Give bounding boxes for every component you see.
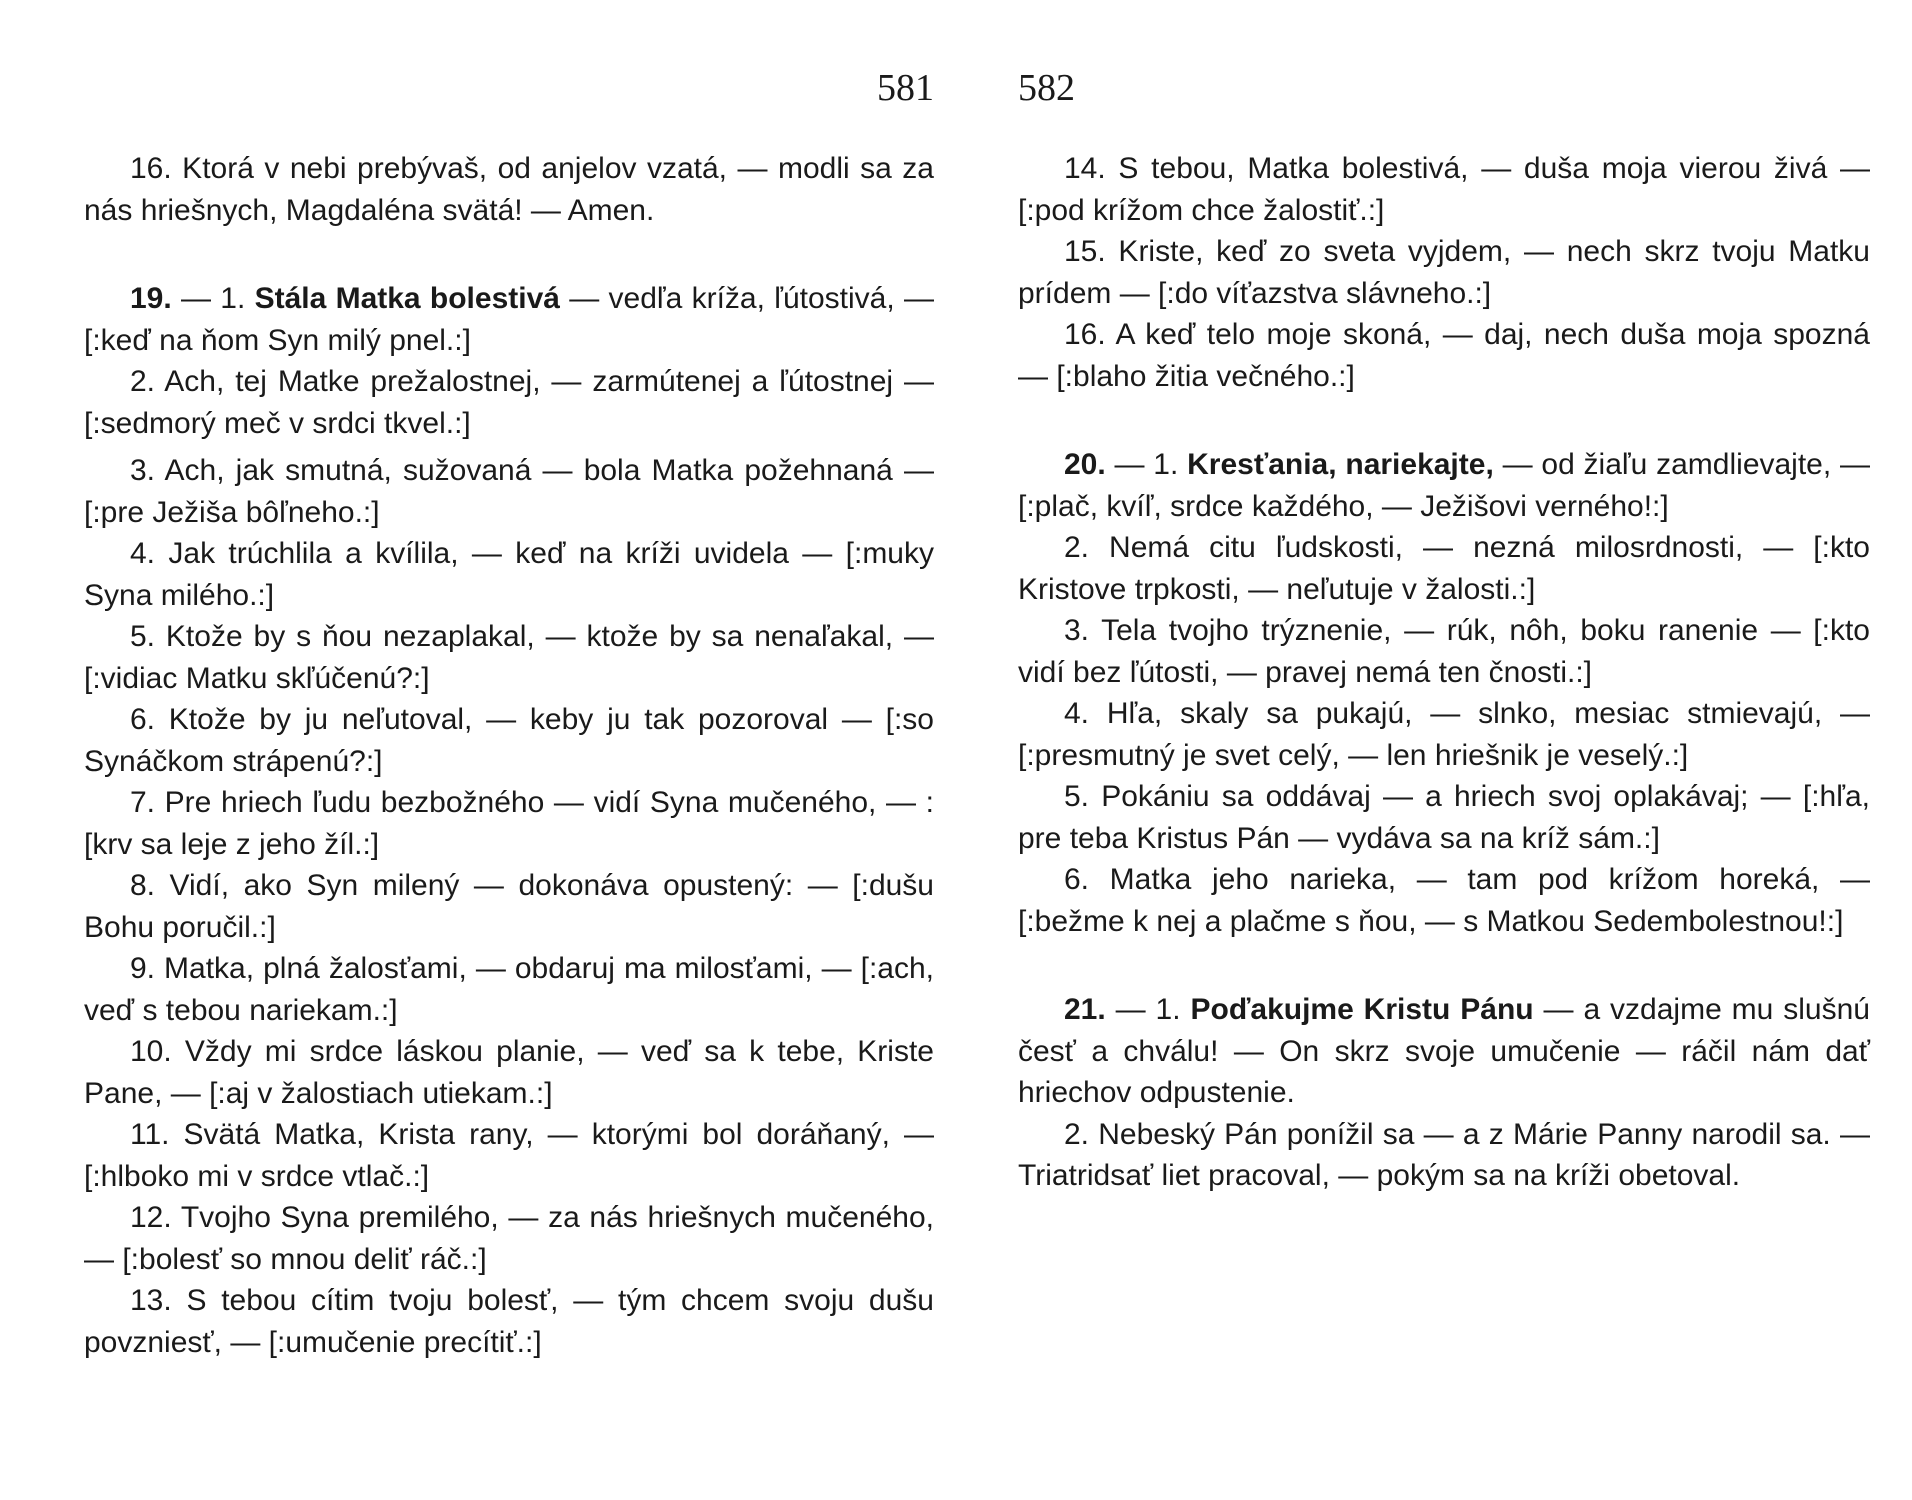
verse: 16. Ktorá v nebi prebývaš, od anjelov vzatá, — modli sa za nás hriešnych, Magdaléna svätá! — Amen. — [84, 152, 934, 227]
verse: 15. Kriste, keď zo sveta vyjdem, — nech skrz tvoju Matku prídem — [:do víťazstva slávneho.:] — [1018, 235, 1870, 310]
verse: 11. Svätá Matka, Krista rany, — ktorými bol doráňaný, — [:hlboko mi v srdce vtlač.:] — [84, 1118, 934, 1193]
verse-lead: — 1. — [171, 282, 255, 315]
verse: 14. S tebou, Matka bolestivá, — duša moja vierou živá — [:pod krížom chce žalostiť.:] — [1018, 152, 1870, 227]
verse: 5. Ktože by s ňou nezaplakal, — ktože by sa nenaľakal, — [:vidiac Matku skľúčenú?:] — [84, 620, 934, 695]
verse: 9. Matka, plná žalosťami, — obdaruj ma milosťami, — [:ach, veď s tebou nariekam.:] — [84, 952, 934, 1027]
hymn-number: 21. — [1064, 993, 1106, 1026]
verse: 2. Ach, tej Matke prežalostnej, — zarmútenej a ľútostnej — [:sedmorý meč v srdci tkvel.:] — [84, 365, 934, 440]
verse: 3. Tela tvojho trýznenie, — rúk, nôh, boku ranenie — [:kto vidí bez ľútosti, — pravej nemá ten čnosti.:] — [1018, 614, 1870, 689]
verse: 7. Pre hriech ľudu bezbožného — vidí Syna mučeného, — :[krv sa leje z jeho žíl.:] — [84, 786, 934, 861]
verse: 16. A keď telo moje skoná, — daj, nech duša moja spozná — [:blaho žitia večného.:] — [1018, 318, 1870, 393]
hymn-title: Poďakujme Kristu Pánu — [1190, 993, 1534, 1026]
verse: 4. Jak trúchlila a kvílila, — keď na kríži uvidela — [:muky Syna milého.:] — [84, 537, 934, 612]
verse: 13. S tebou cítim tvoju bolesť, — tým chcem svoju dušu povzniesť, — [:umučenie precítiť.:] — [84, 1284, 934, 1359]
left-page — [84, 0, 934, 1500]
verse: 8. Vidí, ako Syn milený — dokonáva opustený: — [:dušu Bohu poručil.:] — [84, 869, 934, 944]
hymn-title: Kresťania, nariekajte, — [1187, 448, 1494, 481]
verse: 6. Matka jeho narieka, — tam pod krížom horeká, — [:bežme k nej a plačme s ňou, — s Matkou Sedembolestnou!:] — [1018, 863, 1870, 938]
verse: 5. Pokániu sa oddávaj — a hriech svoj oplakávaj; — [:hľa, pre teba Kristus Pán — vydáva sa na kríž sám.:] — [1018, 780, 1870, 855]
verse-lead: — 1. — [1105, 993, 1191, 1026]
right-page — [1018, 0, 1870, 1500]
left-column-text — [84, 148, 934, 1363]
right-column-text — [1018, 148, 1870, 1197]
hymn-heading-21 — [1018, 989, 1870, 1114]
hymn-heading-20 — [1018, 444, 1870, 527]
page-number-right: 582 — [1018, 67, 1075, 109]
verse-text: — od žiaľu zamdlievajte, — [:plač, kvíľ, srdce každého, — Ježišovi verného!:] — [1018, 448, 1870, 523]
verse-text: — a vzdajme mu slušnú česť a chválu! — On skrz svoje umučenie — ráčil nám dať hriechov odpustenie. — [1018, 993, 1870, 1109]
hymn-heading-19 — [84, 278, 934, 361]
hymn-number: 20. — [1064, 448, 1106, 481]
page-number-left: 581 — [877, 67, 934, 109]
verse: 2. Nebeský Pán ponížil sa — a z Márie Panny narodil sa. — Triatridsať liet pracoval, — pokým sa na kríži obetoval. — [1018, 1117, 1870, 1192]
verse-lead: — 1. — [1105, 448, 1188, 481]
verse-text: — vedľa kríža, ľútostivá, — [:keď na ňom Syn milý pnel.:] — [84, 282, 934, 357]
verse: 4. Hľa, skaly sa pukajú, — slnko, mesiac stmievajú, — [:presmutný je svet celý, — len hriešnik je veselý.:] — [1018, 697, 1870, 772]
verse: 10. Vždy mi srdce láskou planie, — veď sa k tebe, Kriste Pane, — [:aj v žalostiach utiekam.:] — [84, 1035, 934, 1110]
verse: 12. Tvojho Syna premilého, — za nás hriešnych mučeného, — [:bolesť so mnou deliť ráč.:] — [84, 1201, 934, 1276]
hymn-number: 19. — [130, 282, 172, 315]
verse: 6. Ktože by ju neľutoval, — keby ju tak pozoroval — [:so Synáčkom strápenú?:] — [84, 703, 934, 778]
hymn-title: Stála Matka bolestivá — [254, 282, 560, 315]
verse: 2. Nemá citu ľudskosti, — nezná milosrdnosti, — [:kto Kristove trpkosti, — neľutuje v žalosti.:] — [1018, 531, 1870, 606]
verse: 3. Ach, jak smutná, sužovaná — bola Matka požehnaná — [:pre Ježiša bôľneho.:] — [84, 454, 934, 529]
